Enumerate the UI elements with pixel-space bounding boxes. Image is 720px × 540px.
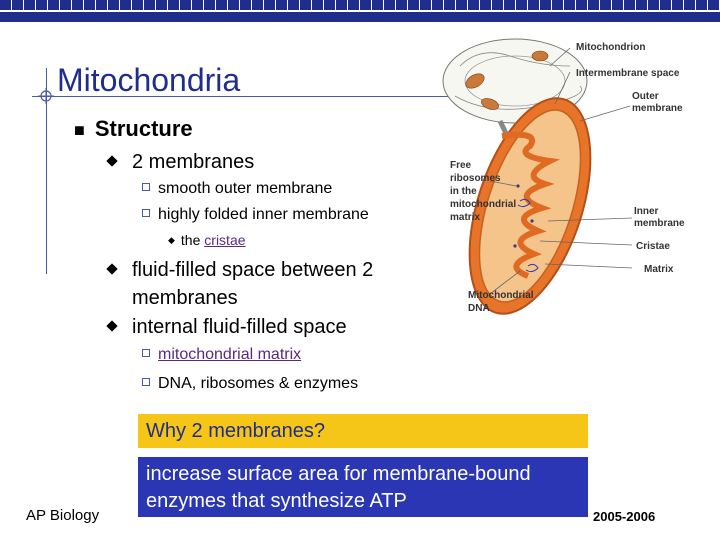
bullet-membranes-label: 2 membranes [132,151,255,173]
bullet-structure-label: Structure [94,116,193,141]
cristae-prefix: the [180,232,201,248]
sub-bullet-icon [142,349,150,357]
label-dna-1: Mitochondrial [468,290,534,301]
label-dna-2: DNA [468,303,490,314]
label-cristae: Cristae [636,241,670,252]
bullet-structure [74,116,193,142]
label-inner-2: membrane [634,218,685,229]
label-free-5: matrix [450,212,481,223]
label-matrix: Matrix [644,264,674,275]
footer-course: AP Biology [26,507,100,524]
crosshair-icon [38,88,54,104]
sub-bullet-dna-label: DNA, ribosomes & enzymes [158,375,359,392]
label-free-3: in the [450,186,477,197]
label-mitochondrion: Mitochondrion [576,42,646,53]
bullet-internal [108,313,428,341]
sub-bullet-matrix [142,346,301,364]
sub-bullet-outer-label: smooth outer membrane [158,180,333,197]
label-outer-2: membrane [632,103,683,114]
label-free-1: Free [450,160,472,171]
sub-bullet-inner-label: highly folded inner membrane [158,206,369,223]
cristae-link[interactable]: cristae [204,232,246,248]
label-free-4: mitochondrial [450,199,517,210]
label-outer-1: Outer [632,91,659,102]
square-bullet-icon: ■ [74,120,85,140]
sub-bullet-dna [142,375,358,393]
label-inner-1: Inner [634,206,659,217]
top-pattern-bar [0,0,720,22]
sub-bullet-outer [142,180,332,198]
slide-title: Mitochondria [57,62,241,98]
sub-bullet-inner [142,206,369,224]
bullet-intermembrane [108,256,428,312]
answer-box: increase surface area for membrane-bound enzymes that synthesize ATP [138,457,588,517]
sub-sub-bullet-cristae [168,232,246,248]
question-box: Why 2 membranes? [138,414,588,448]
matrix-link[interactable]: mitochondrial matrix [158,346,302,363]
mitochondrion-diagram [420,26,720,326]
sub-bullet-icon [142,209,150,217]
sub-bullet-icon [142,378,150,386]
sub-bullet-icon [142,183,150,191]
bullet-membranes [108,148,308,176]
label-free-2: ribosomes [450,173,501,184]
label-intermembrane: Intermembrane space [576,68,680,79]
diamond-bullet-icon [106,155,117,166]
diamond-bullet-icon [106,320,117,331]
bullet-internal-label: internal fluid-filled space [132,316,347,338]
bullet-intermembrane-label: fluid-filled space between 2 membranes [132,259,374,309]
diamond-bullet-icon [106,263,117,274]
footer-years: 2005-2006 [593,509,656,524]
small-diamond-icon: ◆ [168,235,175,245]
